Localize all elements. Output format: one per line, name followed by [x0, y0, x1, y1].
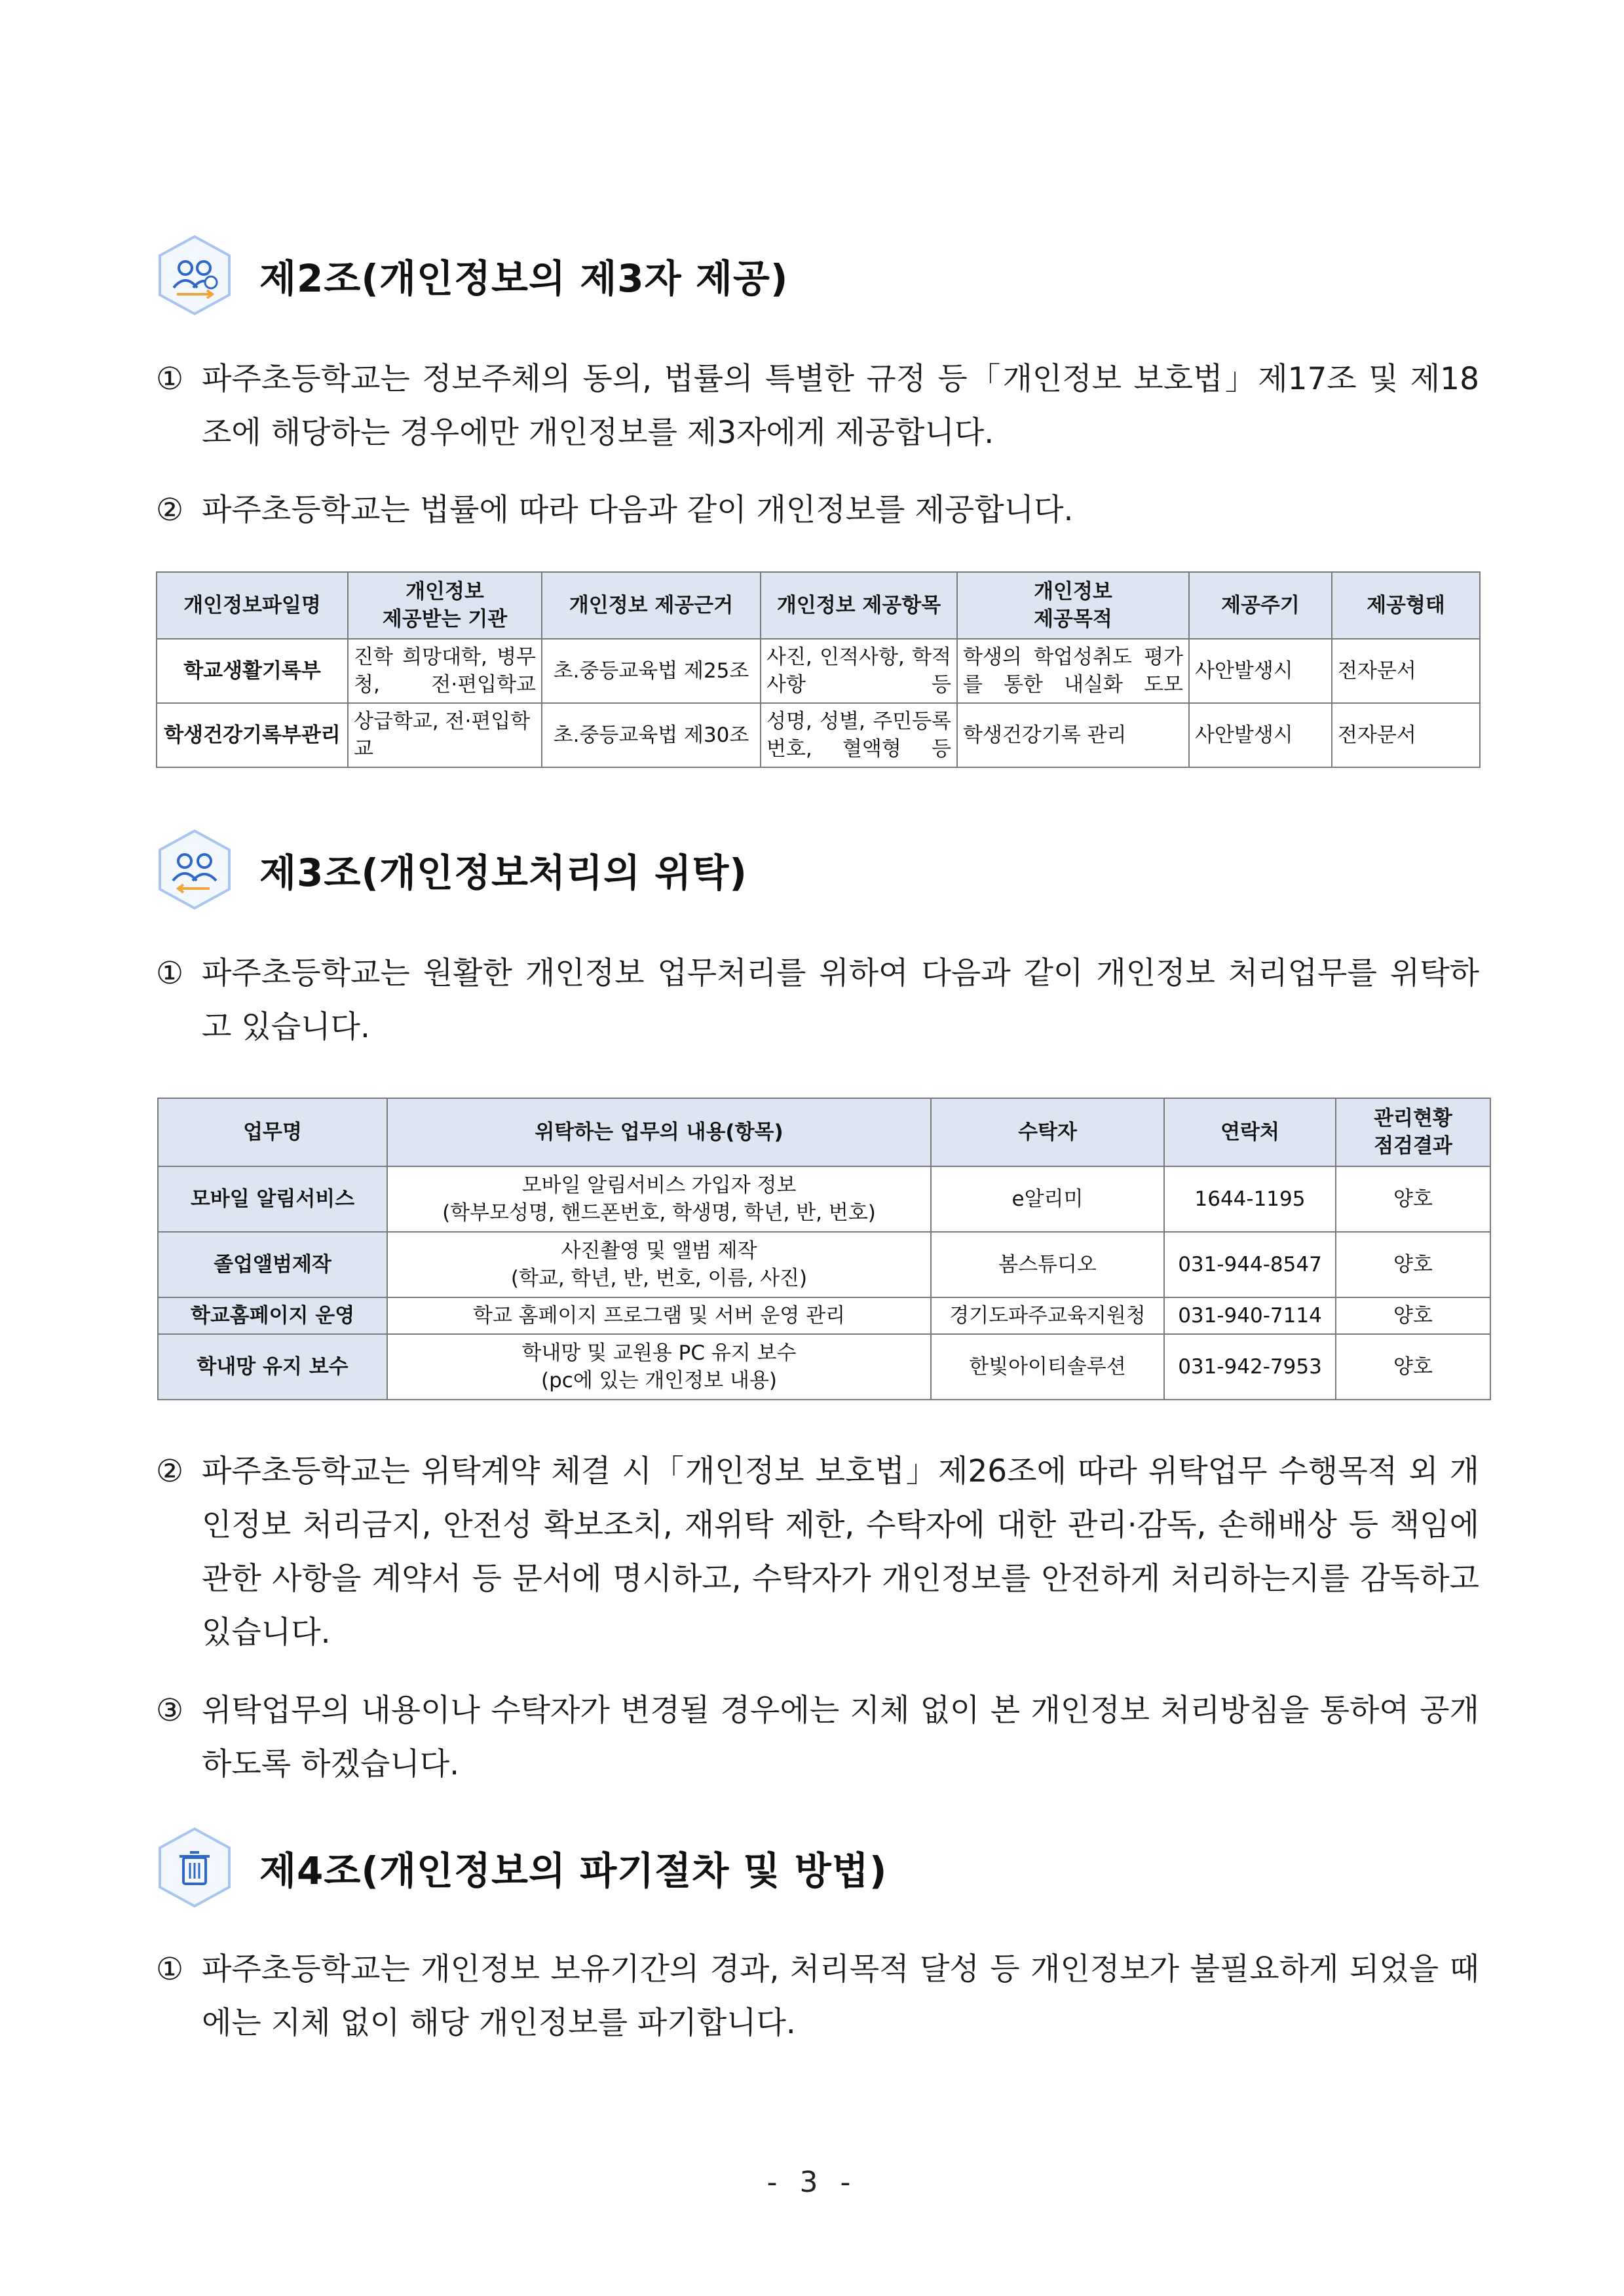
- column-header: 제공형태: [1332, 572, 1480, 639]
- table-cell: 학생건강기록 관리: [957, 703, 1189, 767]
- section-2-paragraph-2: [156, 484, 1479, 537]
- table-cell: 사진촬영 및 앨범 제작 (학교, 학년, 반, 번호, 이름, 사진): [387, 1232, 931, 1297]
- table-cell: 양호: [1336, 1166, 1490, 1232]
- delegation-table: [157, 1098, 1491, 1400]
- paragraph-number: ③: [156, 1693, 184, 1729]
- column-header: 개인정보 제공항목: [761, 572, 957, 639]
- column-header: 관리현황 점검결과: [1336, 1098, 1490, 1166]
- paragraph-text: 파주초등학교는 개인정보 보유기간의 경과, 처리목적 달성 등 개인정보가 불필요하게 되었을 때에는 지체 없이 해당 개인정보를 파기합니다.: [202, 1951, 1479, 2041]
- people-delegate-icon: [156, 828, 233, 911]
- section-4-paragraph-1: [156, 1943, 1479, 2050]
- section-2-heading: [156, 233, 788, 318]
- table-row: [158, 1334, 1490, 1400]
- paragraph-text: 파주초등학교는 정보주체의 동의, 법률의 특별한 규정 등「개인정보 보호법」제17조 및 제18조에 해당하는 경우에만 개인정보를 제3자에게 제공합니다.: [202, 361, 1479, 451]
- column-header: 개인정보 제공받는 기관: [348, 572, 542, 639]
- third-party-provision-table: [156, 571, 1481, 768]
- section-3-paragraph-1: [156, 947, 1479, 1054]
- table-header-row: [157, 572, 1480, 639]
- table-row: [158, 1166, 1490, 1232]
- row-header-cell: 학교홈페이지 운영: [158, 1297, 387, 1334]
- section-3-paragraph-3: [156, 1684, 1479, 1791]
- row-header-cell: 졸업앨범제작: [158, 1232, 387, 1297]
- column-header: 제공주기: [1189, 572, 1332, 639]
- table-cell: 양호: [1336, 1334, 1490, 1400]
- table-cell: 학생의 학업성취도 평가를 통한 내실화 도모: [957, 639, 1189, 703]
- page-number: - 3 -: [766, 2166, 858, 2199]
- table-cell: 사안발생시: [1189, 639, 1332, 703]
- paragraph-text: 위탁업무의 내용이나 수탁자가 변경될 경우에는 지체 없이 본 개인정보 처리방침을 통하여 공개하도록 하겠습니다.: [202, 1693, 1479, 1782]
- row-header-cell: 학내망 유지 보수: [158, 1334, 387, 1400]
- column-header: 수탁자: [931, 1098, 1164, 1166]
- table-cell: 경기도파주교육지원청: [931, 1297, 1164, 1334]
- table-header-row: [158, 1098, 1490, 1166]
- table-cell: 양호: [1336, 1232, 1490, 1297]
- section-3-title: 제3조(개인정보처리의 위탁): [259, 851, 747, 895]
- table-cell: 031-940-7114: [1164, 1297, 1336, 1334]
- trash-icon: [156, 1826, 233, 1909]
- table-cell: 031-942-7953: [1164, 1334, 1336, 1400]
- paragraph-number: ①: [156, 1951, 184, 1987]
- table-cell: 진학 희망대학, 병무청, 전·편입학교: [348, 639, 542, 703]
- table-cell: 사안발생시: [1189, 703, 1332, 767]
- column-header: 개인정보 제공목적: [957, 572, 1189, 639]
- section-2-title: 제2조(개인정보의 제3자 제공): [259, 256, 789, 301]
- section-3-heading: [156, 827, 747, 912]
- table-cell: 사진, 인적사항, 학적사항 등: [761, 639, 957, 703]
- paragraph-text: 파주초등학교는 위탁계약 체결 시「개인정보 보호법」제26조에 따라 위탁업무 수행목적 외 개인정보 처리금지, 안전성 확보조치, 재위탁 제한, 수탁자에 대한 관리·감독, 손해배상 등 책임에 관한 사항을 계약서 등 문서에 명시하고, 수탁자가 개인정보를 안전하게 처리하는지를 감독하고 있습니다.: [202, 1453, 1479, 1651]
- column-header: 위탁하는 업무의 내용(항목): [387, 1098, 931, 1166]
- table-cell: 학교 홈페이지 프로그램 및 서버 운영 관리: [387, 1297, 931, 1334]
- table-cell: 봄스튜디오: [931, 1232, 1164, 1297]
- table-row: [158, 1297, 1490, 1334]
- table-cell: 양호: [1336, 1297, 1490, 1334]
- table-cell: 성명, 성별, 주민등록번호, 혈액형 등: [761, 703, 957, 767]
- table-cell: 031-944-8547: [1164, 1232, 1336, 1297]
- table-cell: 학내망 및 교원용 PC 유지 보수 (pc에 있는 개인정보 내용): [387, 1334, 931, 1400]
- table-cell: 학교생활기록부: [157, 639, 348, 703]
- section-3-paragraph-2: [156, 1445, 1479, 1660]
- table-cell: e알리미: [931, 1166, 1164, 1232]
- paragraph-text: 파주초등학교는 법률에 따라 다음과 같이 개인정보를 제공합니다.: [202, 492, 1074, 528]
- column-header: 개인정보파일명: [157, 572, 348, 639]
- paragraph-number: ②: [156, 492, 184, 528]
- table-row: [157, 639, 1480, 703]
- paragraph-number: ①: [156, 955, 184, 991]
- table-cell: 전자문서: [1332, 639, 1480, 703]
- people-share-icon: [156, 234, 233, 316]
- table-cell: 초.중등교육법 제25조: [542, 639, 761, 703]
- table-cell: 상급학교, 전·편입학교: [348, 703, 542, 767]
- section-4-title: 제4조(개인정보의 파기절차 및 방법): [259, 1848, 888, 1893]
- column-header: 업무명: [158, 1098, 387, 1166]
- table-cell: 1644-1195: [1164, 1166, 1336, 1232]
- table-cell: 초.중등교육법 제30조: [542, 703, 761, 767]
- row-header-cell: 모바일 알림서비스: [158, 1166, 387, 1232]
- paragraph-text: 파주초등학교는 원활한 개인정보 업무처리를 위하여 다음과 같이 개인정보 처리업무를 위탁하고 있습니다.: [202, 955, 1479, 1045]
- column-header: 개인정보 제공근거: [542, 572, 761, 639]
- table-cell: 전자문서: [1332, 703, 1480, 767]
- table-cell: 학생건강기록부관리: [157, 703, 348, 767]
- column-header: 연락처: [1164, 1098, 1336, 1166]
- section-2-paragraph-1: [156, 353, 1479, 460]
- paragraph-number: ①: [156, 361, 184, 397]
- table-row: [157, 703, 1480, 767]
- table-cell: 한빛아이티솔루션: [931, 1334, 1164, 1400]
- paragraph-number: ②: [156, 1453, 184, 1489]
- table-row: [158, 1232, 1490, 1297]
- section-4-heading: [156, 1825, 887, 1910]
- table-cell: 모바일 알림서비스 가입자 정보 (학부모성명, 핸드폰번호, 학생명, 학년, 반, 번호): [387, 1166, 931, 1232]
